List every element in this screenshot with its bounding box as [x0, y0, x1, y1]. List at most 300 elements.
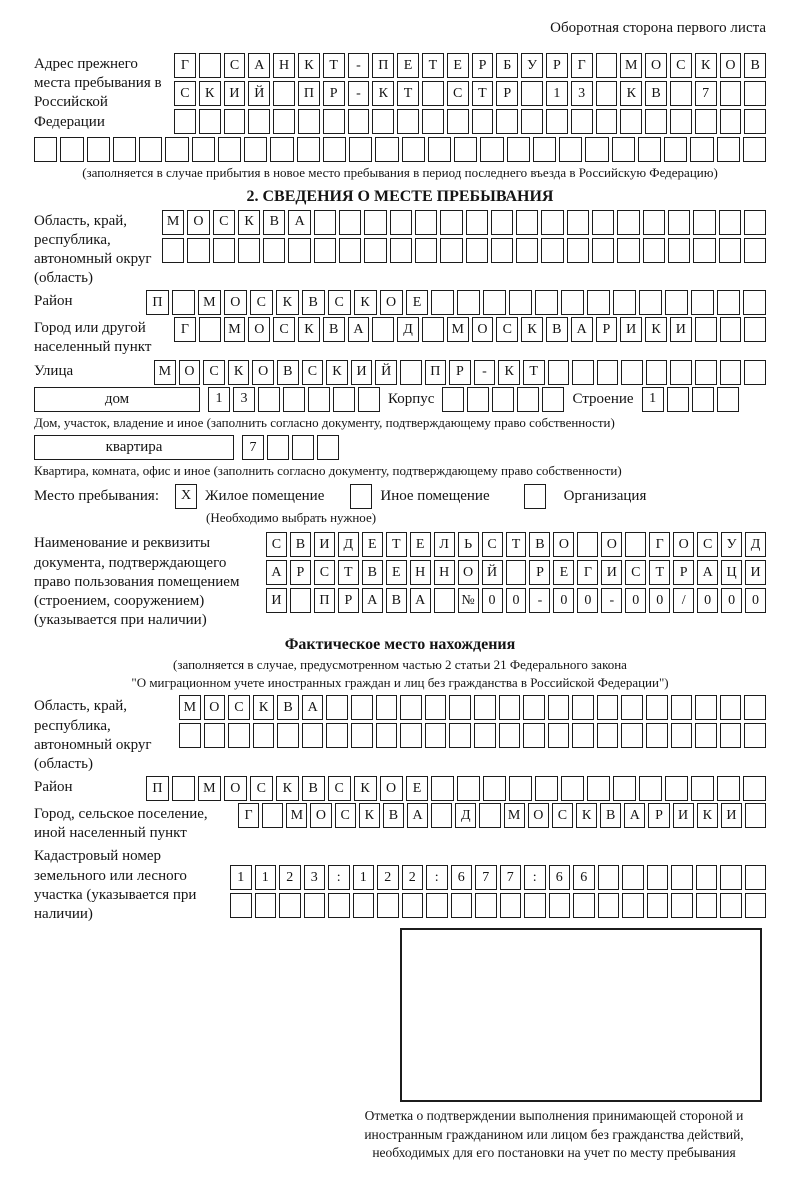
form-cell[interactable]: [230, 893, 252, 918]
form-cell[interactable]: [743, 776, 766, 801]
form-cell[interactable]: К: [354, 290, 377, 315]
form-cell[interactable]: Д: [745, 532, 766, 557]
form-cell[interactable]: [745, 865, 767, 890]
form-cell[interactable]: О: [380, 290, 403, 315]
form-cell[interactable]: [720, 81, 742, 106]
form-cell[interactable]: [646, 695, 668, 720]
form-cell[interactable]: [643, 210, 665, 235]
form-cell[interactable]: И: [351, 360, 373, 385]
form-cell[interactable]: [364, 238, 386, 263]
form-cell[interactable]: [744, 238, 766, 263]
form-cell[interactable]: [559, 137, 582, 162]
form-cell[interactable]: Е: [406, 290, 429, 315]
form-cell[interactable]: 6: [549, 865, 571, 890]
form-cell[interactable]: [695, 109, 717, 134]
form-cell[interactable]: [483, 776, 506, 801]
form-cell[interactable]: [263, 238, 285, 263]
form-cell[interactable]: [720, 865, 742, 890]
form-cell[interactable]: А: [302, 695, 324, 720]
form-cell[interactable]: [693, 210, 715, 235]
form-cell[interactable]: С: [625, 560, 646, 585]
form-cell[interactable]: [647, 893, 669, 918]
form-cell[interactable]: [187, 238, 209, 263]
form-cell[interactable]: С: [552, 803, 573, 828]
form-cell[interactable]: [507, 137, 530, 162]
form-cell[interactable]: С: [328, 290, 351, 315]
form-cell[interactable]: [690, 137, 713, 162]
form-cell[interactable]: С: [496, 317, 518, 342]
form-cell[interactable]: [620, 109, 642, 134]
form-cell[interactable]: [509, 776, 532, 801]
form-cell[interactable]: [643, 238, 665, 263]
form-cell[interactable]: 0: [482, 588, 503, 613]
form-cell[interactable]: Т: [523, 360, 545, 385]
form-cell[interactable]: [670, 81, 692, 106]
form-cell[interactable]: 0: [625, 588, 646, 613]
form-cell[interactable]: К: [521, 317, 543, 342]
form-cell[interactable]: [691, 776, 714, 801]
form-cell[interactable]: С: [302, 360, 324, 385]
form-cell[interactable]: [592, 210, 614, 235]
form-cell[interactable]: Е: [397, 53, 419, 78]
form-cell[interactable]: О: [458, 560, 479, 585]
form-cell[interactable]: :: [426, 865, 448, 890]
form-cell[interactable]: Р: [496, 81, 518, 106]
form-cell[interactable]: [273, 109, 295, 134]
form-cell[interactable]: О: [224, 290, 247, 315]
form-cell[interactable]: М: [504, 803, 525, 828]
form-cell[interactable]: [744, 360, 766, 385]
form-cell[interactable]: [639, 776, 662, 801]
form-cell[interactable]: 2: [279, 865, 301, 890]
form-cell[interactable]: В: [383, 803, 404, 828]
form-cell[interactable]: 0: [649, 588, 670, 613]
form-cell[interactable]: [645, 109, 667, 134]
form-cell[interactable]: [375, 137, 398, 162]
form-cell[interactable]: 3: [571, 81, 593, 106]
form-cell[interactable]: [440, 238, 462, 263]
form-cell[interactable]: [506, 560, 527, 585]
form-cell[interactable]: Р: [529, 560, 550, 585]
form-cell[interactable]: [499, 723, 521, 748]
form-cell[interactable]: [390, 238, 412, 263]
form-cell[interactable]: [646, 360, 668, 385]
form-cell[interactable]: №: [458, 588, 479, 613]
form-cell[interactable]: О: [380, 776, 403, 801]
form-cell[interactable]: И: [721, 803, 742, 828]
form-cell[interactable]: У: [521, 53, 543, 78]
form-cell[interactable]: [351, 723, 373, 748]
form-cell[interactable]: 1: [255, 865, 277, 890]
form-cell[interactable]: А: [362, 588, 383, 613]
form-cell[interactable]: [372, 317, 394, 342]
form-cell[interactable]: К: [298, 53, 320, 78]
form-cell[interactable]: В: [645, 81, 667, 106]
form-cell[interactable]: Е: [410, 532, 431, 557]
form-cell[interactable]: [113, 137, 136, 162]
form-cell[interactable]: [717, 290, 740, 315]
form-cell[interactable]: [695, 695, 717, 720]
form-cell[interactable]: [492, 387, 514, 412]
form-cell[interactable]: Т: [323, 53, 345, 78]
form-cell[interactable]: [622, 865, 644, 890]
form-cell[interactable]: [670, 109, 692, 134]
form-cell[interactable]: 2: [402, 865, 424, 890]
form-cell[interactable]: [744, 723, 766, 748]
form-cell[interactable]: [474, 723, 496, 748]
form-cell[interactable]: [466, 210, 488, 235]
form-cell[interactable]: 7: [500, 865, 522, 890]
form-cell[interactable]: [542, 387, 564, 412]
form-cell[interactable]: О: [248, 317, 270, 342]
form-cell[interactable]: У: [721, 532, 742, 557]
form-cell[interactable]: [572, 695, 594, 720]
form-cell[interactable]: [255, 893, 277, 918]
form-cell[interactable]: [431, 803, 452, 828]
form-cell[interactable]: [668, 210, 690, 235]
form-cell[interactable]: [483, 290, 506, 315]
form-cell[interactable]: 0: [506, 588, 527, 613]
form-cell[interactable]: [541, 238, 563, 263]
form-cell[interactable]: М: [447, 317, 469, 342]
form-cell[interactable]: [743, 137, 766, 162]
form-cell[interactable]: [339, 210, 361, 235]
form-cell[interactable]: [561, 290, 584, 315]
form-cell[interactable]: [60, 137, 83, 162]
form-cell[interactable]: [314, 210, 336, 235]
form-cell[interactable]: [585, 137, 608, 162]
form-cell[interactable]: [449, 695, 471, 720]
form-cell[interactable]: 3: [233, 387, 255, 412]
form-cell[interactable]: [297, 137, 320, 162]
form-cell[interactable]: [267, 435, 289, 460]
form-cell[interactable]: М: [198, 290, 221, 315]
form-cell[interactable]: [717, 387, 739, 412]
form-cell[interactable]: [744, 81, 766, 106]
form-cell[interactable]: [500, 893, 522, 918]
form-cell[interactable]: В: [277, 695, 299, 720]
form-cell[interactable]: Р: [546, 53, 568, 78]
form-cell[interactable]: В: [546, 317, 568, 342]
form-cell[interactable]: Р: [338, 588, 359, 613]
form-cell[interactable]: [744, 210, 766, 235]
form-cell[interactable]: 1: [230, 865, 252, 890]
form-cell[interactable]: Е: [406, 776, 429, 801]
form-cell[interactable]: [572, 723, 594, 748]
form-cell[interactable]: И: [670, 317, 692, 342]
form-cell[interactable]: [376, 695, 398, 720]
form-cell[interactable]: 0: [577, 588, 598, 613]
form-cell[interactable]: [671, 695, 693, 720]
form-cell[interactable]: [597, 360, 619, 385]
form-cell[interactable]: К: [276, 290, 299, 315]
form-cell[interactable]: [475, 893, 497, 918]
form-cell[interactable]: И: [314, 532, 335, 557]
form-cell[interactable]: -: [348, 53, 370, 78]
form-cell[interactable]: [402, 893, 424, 918]
form-cell[interactable]: [397, 109, 419, 134]
form-cell[interactable]: И: [620, 317, 642, 342]
form-cell[interactable]: П: [146, 776, 169, 801]
form-cell[interactable]: [339, 238, 361, 263]
form-cell[interactable]: [402, 137, 425, 162]
form-cell[interactable]: Г: [174, 317, 196, 342]
form-cell[interactable]: [577, 532, 598, 557]
form-cell[interactable]: Р: [673, 560, 694, 585]
form-cell[interactable]: Б: [496, 53, 518, 78]
form-cell[interactable]: [87, 137, 110, 162]
form-cell[interactable]: К: [576, 803, 597, 828]
form-cell[interactable]: :: [328, 865, 350, 890]
form-cell[interactable]: С: [174, 81, 196, 106]
form-cell[interactable]: [745, 803, 766, 828]
form-cell[interactable]: Е: [386, 560, 407, 585]
form-cell[interactable]: [612, 137, 635, 162]
form-cell[interactable]: [199, 109, 221, 134]
form-cell[interactable]: [670, 360, 692, 385]
form-cell[interactable]: Р: [290, 560, 311, 585]
form-cell[interactable]: Т: [506, 532, 527, 557]
form-cell[interactable]: [472, 109, 494, 134]
form-cell[interactable]: Т: [649, 560, 670, 585]
form-cell[interactable]: Т: [386, 532, 407, 557]
form-cell[interactable]: [323, 109, 345, 134]
form-cell[interactable]: [244, 137, 267, 162]
form-cell[interactable]: Л: [434, 532, 455, 557]
form-cell[interactable]: [720, 695, 742, 720]
form-cell[interactable]: С: [213, 210, 235, 235]
form-cell[interactable]: 0: [745, 588, 766, 613]
form-cell[interactable]: С: [224, 53, 246, 78]
form-cell[interactable]: С: [314, 560, 335, 585]
form-cell[interactable]: С: [250, 290, 273, 315]
form-cell[interactable]: [521, 109, 543, 134]
form-cell[interactable]: [523, 723, 545, 748]
form-cell[interactable]: О: [673, 532, 694, 557]
form-cell[interactable]: [162, 238, 184, 263]
form-cell[interactable]: [333, 387, 355, 412]
form-cell[interactable]: Н: [273, 53, 295, 78]
form-cell[interactable]: С: [250, 776, 273, 801]
form-cell[interactable]: Р: [449, 360, 471, 385]
form-cell[interactable]: [351, 695, 373, 720]
form-cell[interactable]: К: [620, 81, 642, 106]
form-cell[interactable]: [524, 893, 546, 918]
form-cell[interactable]: [668, 238, 690, 263]
form-cell[interactable]: [546, 109, 568, 134]
form-cell[interactable]: [425, 695, 447, 720]
form-cell[interactable]: [622, 893, 644, 918]
form-cell[interactable]: [323, 137, 346, 162]
form-cell[interactable]: С: [670, 53, 692, 78]
form-cell[interactable]: В: [263, 210, 285, 235]
form-cell[interactable]: В: [277, 360, 299, 385]
form-cell[interactable]: /: [673, 588, 694, 613]
form-cell[interactable]: Т: [422, 53, 444, 78]
form-cell[interactable]: [262, 803, 283, 828]
form-cell[interactable]: [172, 290, 195, 315]
form-cell[interactable]: Р: [472, 53, 494, 78]
form-cell[interactable]: 6: [573, 865, 595, 890]
form-cell[interactable]: 3: [304, 865, 326, 890]
form-cell[interactable]: [270, 137, 293, 162]
form-cell[interactable]: С: [266, 532, 287, 557]
form-cell[interactable]: М: [198, 776, 221, 801]
form-cell[interactable]: [743, 290, 766, 315]
form-cell[interactable]: О: [252, 360, 274, 385]
form-cell[interactable]: [288, 238, 310, 263]
form-cell[interactable]: Н: [410, 560, 431, 585]
form-cell[interactable]: [561, 776, 584, 801]
form-cell[interactable]: [695, 723, 717, 748]
form-cell[interactable]: М: [154, 360, 176, 385]
form-cell[interactable]: О: [224, 776, 247, 801]
form-cell[interactable]: [572, 360, 594, 385]
form-cell[interactable]: [213, 238, 235, 263]
form-cell[interactable]: 1: [353, 865, 375, 890]
form-cell[interactable]: [617, 238, 639, 263]
form-cell[interactable]: [671, 723, 693, 748]
form-cell[interactable]: В: [529, 532, 550, 557]
form-cell[interactable]: К: [326, 360, 348, 385]
form-cell[interactable]: [617, 210, 639, 235]
form-cell[interactable]: [587, 776, 610, 801]
form-cell[interactable]: [139, 137, 162, 162]
form-cell[interactable]: Р: [648, 803, 669, 828]
form-cell[interactable]: [273, 81, 295, 106]
form-cell[interactable]: [523, 695, 545, 720]
form-cell[interactable]: Е: [362, 532, 383, 557]
form-cell[interactable]: [720, 109, 742, 134]
form-cell[interactable]: 6: [451, 865, 473, 890]
form-cell[interactable]: К: [697, 803, 718, 828]
form-cell[interactable]: [598, 865, 620, 890]
form-cell[interactable]: [353, 893, 375, 918]
form-cell[interactable]: О: [528, 803, 549, 828]
form-cell[interactable]: Г: [571, 53, 593, 78]
form-cell[interactable]: С: [228, 695, 250, 720]
form-cell[interactable]: И: [673, 803, 694, 828]
form-cell[interactable]: [415, 238, 437, 263]
form-cell[interactable]: А: [248, 53, 270, 78]
form-cell[interactable]: О: [204, 695, 226, 720]
form-cell[interactable]: Д: [455, 803, 476, 828]
form-cell[interactable]: К: [498, 360, 520, 385]
form-cell[interactable]: [587, 290, 610, 315]
form-cell[interactable]: П: [314, 588, 335, 613]
form-cell[interactable]: [535, 776, 558, 801]
form-cell[interactable]: Д: [338, 532, 359, 557]
form-cell[interactable]: [745, 893, 767, 918]
form-cell[interactable]: С: [335, 803, 356, 828]
form-cell[interactable]: А: [348, 317, 370, 342]
form-cell[interactable]: [509, 290, 532, 315]
form-cell[interactable]: [719, 210, 741, 235]
form-cell[interactable]: К: [228, 360, 250, 385]
form-cell[interactable]: [647, 865, 669, 890]
form-cell[interactable]: [693, 238, 715, 263]
form-cell[interactable]: К: [359, 803, 380, 828]
form-cell[interactable]: [667, 387, 689, 412]
form-cell[interactable]: С: [482, 532, 503, 557]
form-cell[interactable]: [457, 776, 480, 801]
form-cell[interactable]: С: [328, 776, 351, 801]
form-cell[interactable]: О: [553, 532, 574, 557]
form-cell[interactable]: Е: [447, 53, 469, 78]
form-cell[interactable]: [199, 317, 221, 342]
form-cell[interactable]: [638, 137, 661, 162]
form-cell[interactable]: А: [407, 803, 428, 828]
form-cell[interactable]: И: [601, 560, 622, 585]
form-cell[interactable]: [253, 723, 275, 748]
form-cell[interactable]: -: [474, 360, 496, 385]
form-cell[interactable]: [548, 360, 570, 385]
form-cell[interactable]: [290, 588, 311, 613]
form-cell[interactable]: [174, 109, 196, 134]
form-cell[interactable]: [691, 290, 714, 315]
form-cell[interactable]: [457, 290, 480, 315]
form-cell[interactable]: А: [410, 588, 431, 613]
form-cell[interactable]: О: [472, 317, 494, 342]
form-cell[interactable]: [440, 210, 462, 235]
form-cell[interactable]: [304, 893, 326, 918]
form-cell[interactable]: [521, 81, 543, 106]
form-cell[interactable]: В: [323, 317, 345, 342]
form-cell[interactable]: К: [645, 317, 667, 342]
form-cell[interactable]: [302, 723, 324, 748]
form-cell[interactable]: О: [310, 803, 331, 828]
form-cell[interactable]: -: [529, 588, 550, 613]
form-cell[interactable]: М: [286, 803, 307, 828]
form-cell[interactable]: [533, 137, 556, 162]
form-cell[interactable]: И: [266, 588, 287, 613]
form-cell[interactable]: [218, 137, 241, 162]
form-cell[interactable]: П: [146, 290, 169, 315]
form-cell[interactable]: А: [697, 560, 718, 585]
form-cell[interactable]: [596, 81, 618, 106]
form-cell[interactable]: [535, 290, 558, 315]
form-cell[interactable]: [696, 865, 718, 890]
form-cell[interactable]: [646, 723, 668, 748]
form-cell[interactable]: [499, 695, 521, 720]
form-cell[interactable]: П: [425, 360, 447, 385]
form-cell[interactable]: [326, 695, 348, 720]
form-cell[interactable]: В: [744, 53, 766, 78]
form-cell[interactable]: [390, 210, 412, 235]
form-cell[interactable]: К: [695, 53, 717, 78]
form-cell[interactable]: М: [224, 317, 246, 342]
form-cell[interactable]: [541, 210, 563, 235]
form-cell[interactable]: [192, 137, 215, 162]
form-cell[interactable]: [454, 137, 477, 162]
form-cell[interactable]: [695, 360, 717, 385]
form-cell[interactable]: [426, 893, 448, 918]
form-cell[interactable]: [479, 803, 500, 828]
form-cell[interactable]: [415, 210, 437, 235]
form-cell[interactable]: [283, 387, 305, 412]
form-cell[interactable]: С: [447, 81, 469, 106]
form-cell[interactable]: -: [348, 81, 370, 106]
form-cell[interactable]: А: [266, 560, 287, 585]
form-cell[interactable]: [258, 387, 280, 412]
form-cell[interactable]: [744, 695, 766, 720]
form-cell[interactable]: М: [620, 53, 642, 78]
form-cell[interactable]: [717, 137, 740, 162]
form-cell[interactable]: К: [238, 210, 260, 235]
form-cell[interactable]: [692, 387, 714, 412]
form-cell[interactable]: И: [745, 560, 766, 585]
form-cell[interactable]: [671, 893, 693, 918]
